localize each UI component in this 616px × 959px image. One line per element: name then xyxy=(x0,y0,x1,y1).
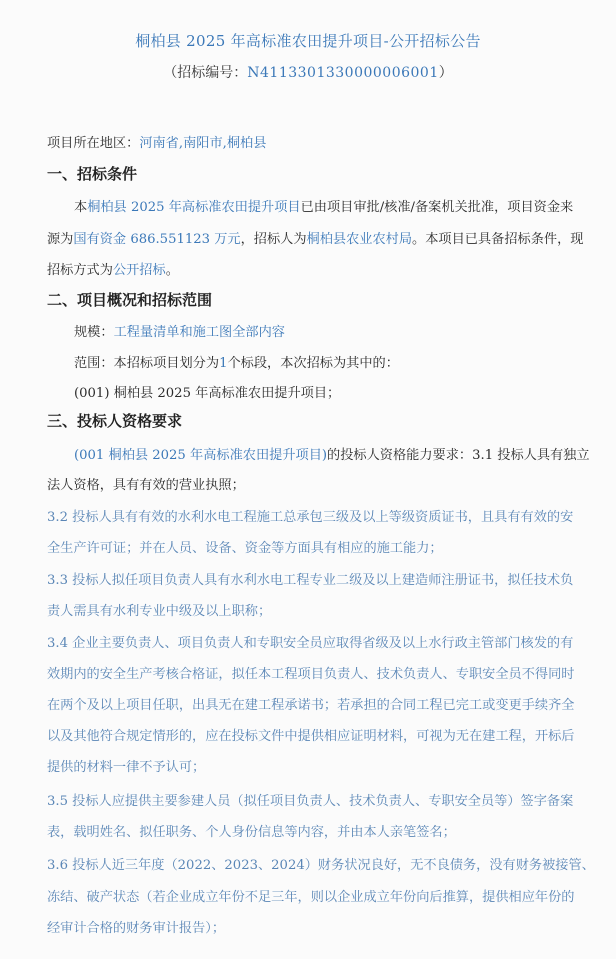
text-span: 。 xyxy=(165,263,179,278)
project-location xyxy=(47,132,266,151)
scale-label: 规模： xyxy=(74,325,114,340)
section-3-heading: 三、投标人资格要求 xyxy=(47,412,183,430)
req-3-1-line-1 xyxy=(74,444,590,463)
req-3-4-line-3: 在两个及以上项目任职，出具无在建工程承诺书；若承担的合同工程已完工或变更手续齐全 xyxy=(47,698,575,713)
section-1-line-3 xyxy=(47,259,179,278)
text-span: 已由项目审批/核准/备案机关批准，项目资金来 xyxy=(300,200,574,215)
text-span: 个标段，本次招标为其中的： xyxy=(227,356,399,371)
tenderer: 桐柏县农业农村局 xyxy=(306,232,413,247)
req-3-4-line-4: 以及其他符合规定情形的，应在投标文件中提供相应证明材料，可视为无在建工程，开标后 xyxy=(47,729,575,744)
section-1-line-2 xyxy=(47,228,583,247)
req-3-4-line-2: 效期内的安全生产考核合格证，拟任本工程项目负责人、技术负责人、专职安全员不得同时 xyxy=(47,667,575,682)
tender-code xyxy=(0,62,616,82)
text-span: 范围：本招标项目划分为 xyxy=(74,356,220,371)
scale-value: 工程量清单和施工图全部内容 xyxy=(113,325,285,340)
section-1-line-1 xyxy=(74,196,573,215)
project-name: 桐柏县 2025 年高标准农田提升项目 xyxy=(87,200,301,215)
section-1-heading: 一、招标条件 xyxy=(47,165,138,183)
tender-method: 公开招标 xyxy=(112,263,166,278)
scope-line xyxy=(74,352,399,371)
req-3-3-line-1: 3.3 投标人拟任项目负责人具有水利水电工程专业二级及以上建造师注册证书，拟任技术负 xyxy=(47,573,574,588)
text-span: 本 xyxy=(74,200,88,215)
req-3-2-line-1: 3.2 投标人具有有效的水利水电工程施工总承包三级及以上等级资质证书，且具有有效的安 xyxy=(47,510,574,525)
req-3-5-line-2: 表，载明姓名、拟任职务、个人身份信息等内容，并由本人亲笔签名； xyxy=(47,825,456,840)
req-3-4-line-1: 3.4 企业主要负责人、项目负责人和专职安全员应取得省级及以上水行政主管部门核发的有 xyxy=(47,636,574,651)
req-3-6-line-3: 经审计合格的财务审计报告）； xyxy=(47,921,226,936)
req-3-2-line-2: 全生产许可证；并在人员、设备、资金等方面具有相应的施工能力； xyxy=(47,541,443,556)
tender-code-suffix: ） xyxy=(438,65,453,81)
location-label: 项目所在地区： xyxy=(47,136,140,151)
lot-ref: (001 桐柏县 2025 年高标准农田提升项目) xyxy=(74,448,328,463)
lot-count: 1 xyxy=(219,356,228,371)
req-3-3-line-2: 责人需具有水利专业中级及以上职称； xyxy=(47,604,272,619)
section-2-heading: 二、项目概况和招标范围 xyxy=(47,291,213,309)
location-value: 河南省,南阳市,桐柏县 xyxy=(139,136,267,151)
text-span: 的投标人资格能力要求：3.1 投标人具有独立 xyxy=(327,448,590,463)
scale-line xyxy=(74,321,285,340)
page-title: 桐柏县 2025 年高标准农田提升项目-公开招标公告 xyxy=(135,32,481,50)
tender-code-prefix: （招标编号： xyxy=(163,65,248,81)
text-span: 源为 xyxy=(47,232,74,247)
text-span: 。本项目已具备招标条件，现 xyxy=(412,232,584,247)
tender-code-value: N4113301330000006001 xyxy=(247,65,439,81)
req-3-5-line-1: 3.5 投标人应提供主要参建人员（拟任项目负责人、技术负责人、专职安全员等）签字备案 xyxy=(47,794,574,809)
fund-source: 国有资金 686.551123 万元 xyxy=(73,232,241,247)
req-3-4-line-5: 提供的材料一律不予认可； xyxy=(47,760,206,775)
lot-item: (001) 桐柏县 2025 年高标准农田提升项目； xyxy=(74,386,341,401)
req-3-6-line-1: 3.6 投标人近三年度（2022、2023、2024）财务状况良好，无不良债务，没有财务被接管、 xyxy=(47,858,595,873)
text-span: 招标方式为 xyxy=(47,263,113,278)
req-3-6-line-2: 冻结、破产状态（若企业成立年份不足三年，则以企业成立年份向后推算，提供相应年份的 xyxy=(47,890,575,905)
req-3-1-line-2: 法人资格，具有有效的营业执照； xyxy=(47,478,245,493)
text-span: ，招标人为 xyxy=(240,232,307,247)
